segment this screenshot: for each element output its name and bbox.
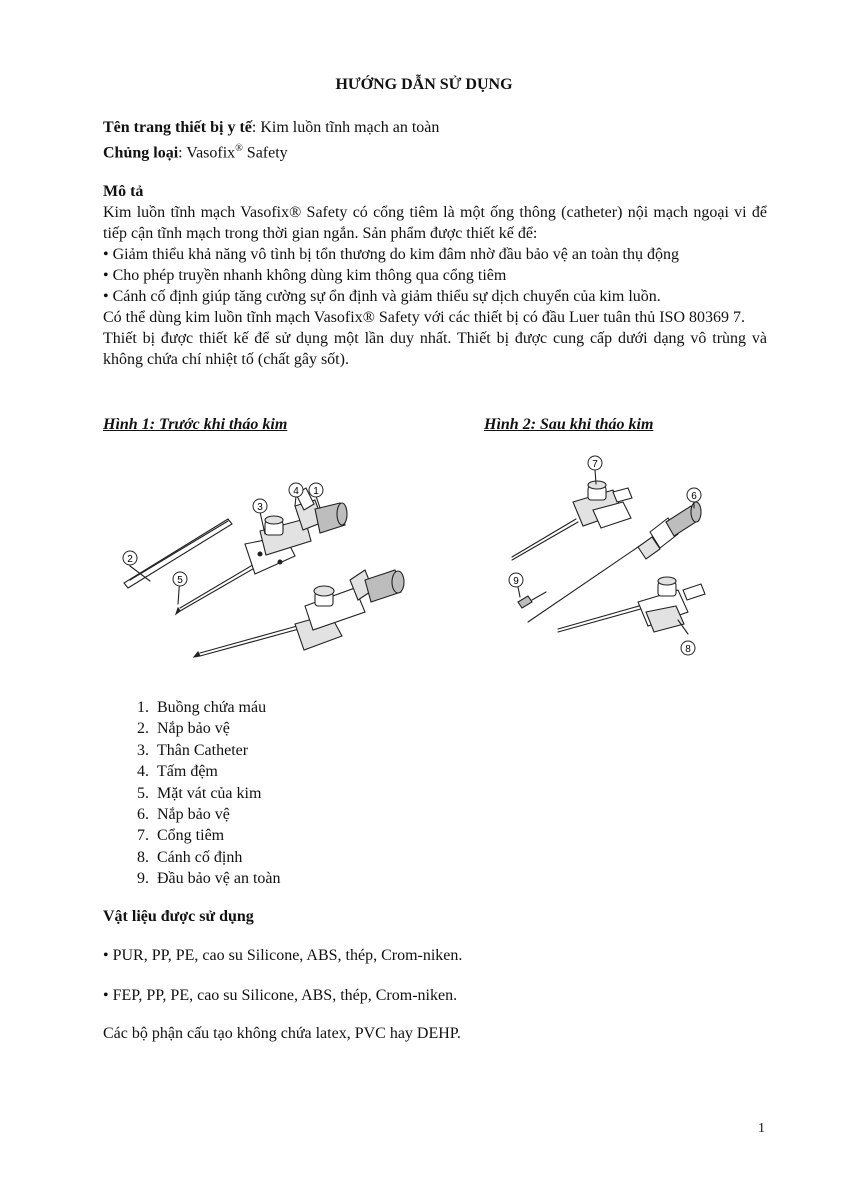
parts-list-item: 9. Đầu bảo vệ an toàn (153, 868, 281, 889)
device-type-value: : Vasofix (178, 144, 236, 162)
description-section (103, 181, 767, 370)
device-info (103, 117, 767, 163)
device-type-line (103, 138, 767, 163)
materials-item-2: • FEP, PP, PE, cao su Silicone, ABS, thép, Crom-niken. (103, 987, 458, 1004)
catheter-top (512, 522, 578, 560)
device-name-value: : Kim luồn tĩnh mạch an toàn (251, 119, 440, 136)
compat-text: Có thể dùng kim luồn tĩnh mạch Vasofix® Safety với các thiết bị có đầu Luer tuân thủ ISO 80369 7. (103, 309, 745, 326)
device-type-suffix: Safety (242, 144, 288, 162)
parts-list-item: 4. Tấm đệm (153, 761, 281, 782)
materials-item-1: • PUR, PP, PE, cao su Silicone, ABS, thép, Crom-niken. (103, 947, 463, 964)
figure1-drawing (110, 476, 420, 666)
document-title: HƯỚNG DẪN SỬ DỤNG (335, 76, 513, 93)
device-name-line (103, 117, 767, 138)
callout-6: 6 (691, 491, 697, 502)
callout-2: 2 (127, 554, 133, 565)
figure2-caption: Hình 2: Sau khi tháo kim (484, 416, 654, 433)
page-number: 1 (758, 1121, 765, 1136)
callout-5: 5 (177, 575, 183, 586)
parts-list-item: 7. Cổng tiêm (153, 825, 281, 846)
safety-tip-shape (518, 596, 532, 608)
parts-list-item: 3. Thân Catheter (153, 740, 281, 761)
callout-1: 1 (313, 486, 319, 497)
parts-list-item: 8. Cánh cố định (153, 847, 281, 868)
callout-7: 7 (592, 459, 598, 470)
parts-list-item: 6. Nắp bảo vệ (153, 804, 281, 825)
catheter-lower (558, 607, 648, 632)
description-intro: Kim luồn tĩnh mạch Vasofix® Safety có cổng tiêm là một ống thông (catheter) nội mạch ngoại vi để tiếp cận tĩnh mạch trong thời gian ngắn. Sản phẩm được thiết kế để: (103, 204, 767, 242)
registered-mark: ® (235, 143, 243, 154)
device-name-label: Tên trang thiết bị y tế (103, 119, 252, 136)
description-bullet-1: • Giảm thiểu khả năng vô tình bị tổn thương do kim đâm nhờ đầu bảo vệ an toàn thụ động (103, 246, 679, 263)
description-heading: Mô tả (103, 183, 144, 200)
parts-list-item: 5. Mặt vát của kim (153, 783, 281, 804)
description-bullet-3: • Cánh cố định giúp tăng cường sự ổn định và giảm thiểu sự dịch chuyển của kim luồn. (103, 288, 661, 305)
needle-lower (200, 626, 310, 656)
callout-3: 3 (257, 502, 263, 513)
callout-9: 9 (513, 576, 519, 587)
needle-upper (180, 566, 258, 611)
figure2-drawing (498, 452, 738, 662)
parts-list-item: 2. Nắp bảo vệ (153, 718, 281, 739)
description-bullet-2: • Cho phép truyền nhanh không dùng kim thông qua cổng tiêm (103, 267, 507, 284)
materials-heading: Vật liệu được sử dụng (103, 908, 254, 925)
parts-list (103, 697, 281, 890)
device-type-label: Chủng loại (103, 144, 179, 162)
parts-list-item: 1. Buồng chứa máu (153, 697, 281, 718)
latex-note: Các bộ phận cấu tạo không chứa latex, PVC hay DEHP. (103, 1025, 461, 1042)
callout-4: 4 (293, 486, 299, 497)
callout-8: 8 (685, 644, 691, 655)
single-use-text: Thiết bị được thiết kế để sử dụng một lần duy nhất. Thiết bị được cung cấp dưới dạng vô trùng và không chứa chí nhiệt tố (chất gây sốt). (103, 330, 767, 368)
figure1-caption: Hình 1: Trước khi tháo kim (103, 416, 288, 433)
